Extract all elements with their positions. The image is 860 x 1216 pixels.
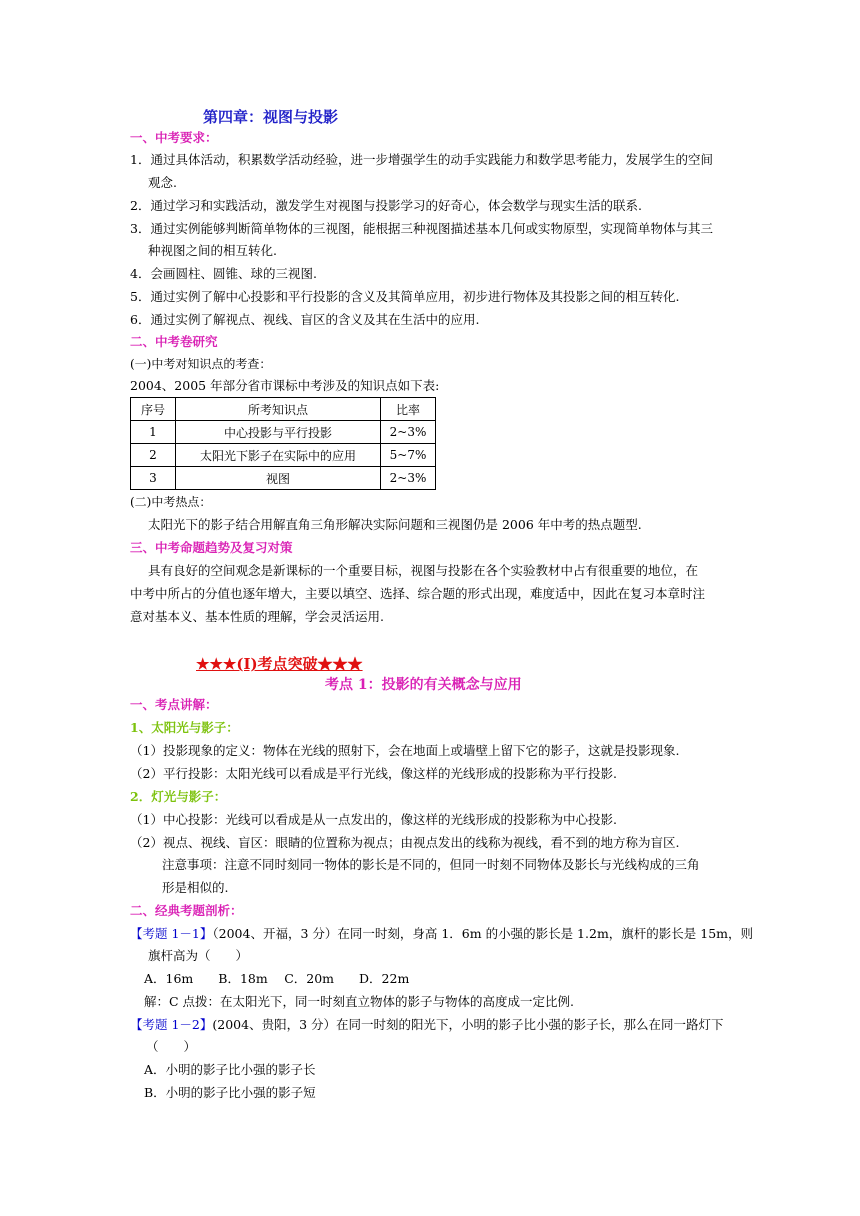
section-heading-requirements: 一、中考要求： xyxy=(130,130,218,145)
trend-paragraph-line: 具有良好的空间观念是新课标的一个重要目标，视图与投影在各个实验教材中占有很重要的地位，在 xyxy=(148,563,699,578)
problem-2-text-cont: （ ） xyxy=(146,1039,197,1054)
problem-2-label: 【考题 1－2】 xyxy=(130,1017,213,1032)
requirement-item: 5．通过实例了解中心投影和平行投影的含义及其简单应用，初步进行物体及其投影之间的相互转化. xyxy=(130,289,680,304)
subheading-lamplight: 2．灯光与影子： xyxy=(130,789,227,804)
explanation-line: （2）视点、视线、盲区：眼睛的位置称为视点；由视点发出的线称为视线，看不到的地方称为盲区. xyxy=(130,835,680,850)
table-intro: 2004、2005 年部分省市课标中考涉及的知识点如下表: xyxy=(130,378,440,393)
requirement-item: 3．通过实例能够判断简单物体的三视图，能根据三种视图描述基本几何或实物原型，实现简单物体与其三 xyxy=(130,221,713,236)
hotspot-text: 太阳光下的影子结合用解直角三角形解决实际问题和三视图仍是 2006 年中考的热点题型. xyxy=(148,517,642,532)
problem-2-option-b: B．小明的影子比小强的影子短 xyxy=(144,1085,316,1100)
table-header: 序号 xyxy=(131,398,176,421)
table-row xyxy=(131,421,436,444)
table-cell: 5~7% xyxy=(381,444,436,467)
requirement-item: 种视图之间的相互转化. xyxy=(148,243,277,258)
problem-1-text-cont: 旗杆高为（ ） xyxy=(148,948,249,963)
table-header: 所考知识点 xyxy=(176,398,381,421)
table-cell: 中心投影与平行投影 xyxy=(176,421,381,444)
requirement-item: 4．会画圆柱、圆锥、球的三视图. xyxy=(130,266,317,281)
table-cell: 2~3% xyxy=(381,421,436,444)
table-header: 比率 xyxy=(381,398,436,421)
section-heading-trend: 三、中考命题趋势及复习对策 xyxy=(130,540,293,555)
part-banner: ★★★(I)考点突破★★★ xyxy=(196,655,363,673)
problem-1-line xyxy=(130,925,753,943)
table-row xyxy=(131,467,436,490)
table-cell: 太阳光下影子在实际中的应用 xyxy=(176,444,381,467)
table-cell: 2 xyxy=(131,444,176,467)
subheading-sunlight: 1、太阳光与影子： xyxy=(130,720,239,735)
problem-2-line xyxy=(130,1016,724,1034)
problem-1-options: A．16m B．18m C．20m D．22m xyxy=(144,971,410,986)
problem-1-label: 【考题 1－1】 xyxy=(130,926,213,941)
topic-title: 考点 1：投影的有关概念与应用 xyxy=(325,677,522,693)
problem-2-option-a: A．小明的影子比小强的影子长 xyxy=(144,1062,316,1077)
explanation-line: （1）中心投影：光线可以看成是从一点发出的，像这样的光线形成的投影称为中心投影. xyxy=(130,812,617,827)
table-cell: 3 xyxy=(131,467,176,490)
table-cell: 2~3% xyxy=(381,467,436,490)
subheading-hotspot: (二)中考热点： xyxy=(130,495,212,509)
trend-paragraph-line: 中考中所占的分值也逐年增大，主要以填空、选择、综合题的形式出现，难度适中，因此在复习本章时注 xyxy=(130,586,706,601)
section-heading-classic-problems: 二、经典考题剖析： xyxy=(130,903,243,918)
subheading-knowledge: (一)中考对知识点的考查： xyxy=(130,357,272,371)
explanation-line: （2）平行投影：太阳光线可以看成是平行光线，像这样的光线形成的投影称为平行投影. xyxy=(130,766,617,781)
table-cell: 视图 xyxy=(176,467,381,490)
table-cell: 1 xyxy=(131,421,176,444)
requirement-item: 1．通过具体活动，积累数学活动经验，进一步增强学生的动手实践能力和数学思考能力，发展学生的空间 xyxy=(130,152,713,167)
requirement-item: 观念. xyxy=(148,175,177,190)
requirement-item: 6．通过实例了解视点、视线、盲区的含义及其在生活中的应用. xyxy=(130,312,480,327)
note-line: 注意事项：注意不同时刻同一物体的影长是不同的，但同一时刻不同物体及影长与光线构成的三角 xyxy=(162,857,700,872)
problem-1-solution: 解：C 点拨：在太阳光下，同一时刻直立物体的影子与物体的高度成一定比例. xyxy=(144,994,575,1009)
note-line: 形是相似的. xyxy=(162,880,229,895)
problem-1-text: （2004、开福，3 分）在同一时刻，身高 1．6m 的小强的影长是 1.2m，旗杆的影长是 15m，则 xyxy=(212,926,754,941)
explanation-line: （1）投影现象的定义：物体在光线的照射下，会在地面上或墙壁上留下它的影子，这就是投影现象. xyxy=(130,743,680,758)
table-header-row xyxy=(131,398,436,421)
knowledge-table xyxy=(130,397,436,490)
requirement-item: 2．通过学习和实践活动，激发学生对视图与投影学习的好奇心，体会数学与现实生活的联系. xyxy=(130,198,642,213)
trend-paragraph-line: 意对基本义、基本性质的理解，学会灵活运用. xyxy=(130,609,384,624)
table-row xyxy=(131,444,436,467)
problem-2-text: (2004、贵阳，3 分）在同一时刻的阳光下，小明的影子比小强的影子长，那么在同一路灯下 xyxy=(212,1017,724,1032)
section-heading-explanation: 一、考点讲解： xyxy=(130,697,218,712)
section-heading-exam-research: 二、中考卷研究 xyxy=(130,334,218,349)
chapter-title: 第四章：视图与投影 xyxy=(203,108,339,126)
